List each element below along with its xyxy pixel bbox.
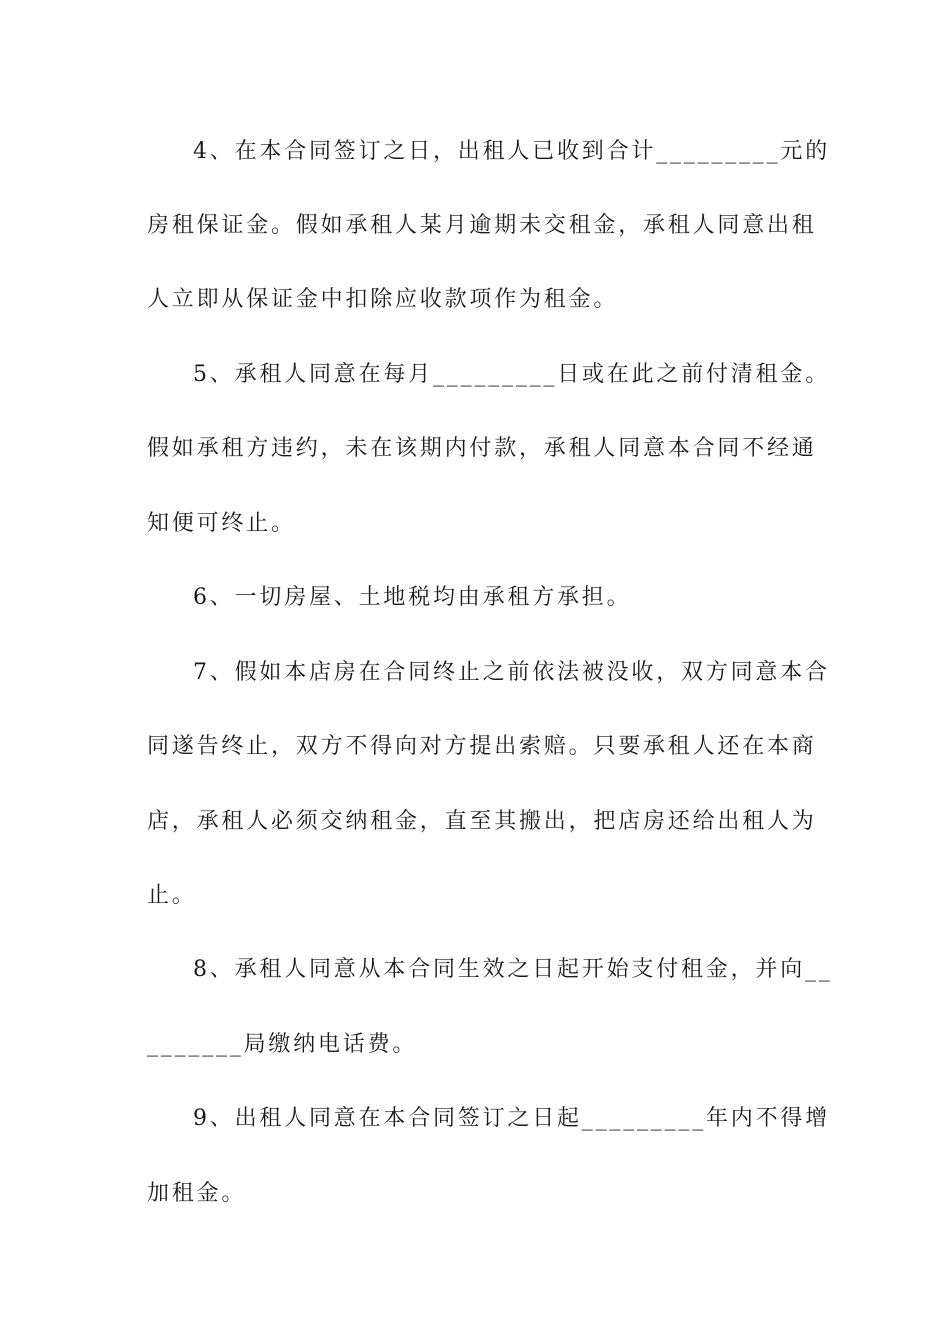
clause-7-line-3: 店，承租人必须交纳租金，直至其搬出，把店房还给出租人为 bbox=[147, 809, 817, 834]
clause-5-line-1: 5、承租人同意在每月_________日或在此之前付清租金。 bbox=[193, 362, 830, 387]
clause-9-line-2: 加租金。 bbox=[147, 1181, 247, 1206]
clause-5-line-2: 假如承租方违约，未在该期内付款，承租人同意本合同不经通 bbox=[147, 436, 817, 461]
clause-8-line-1: 8、承租人同意从本合同生效之日起开始支付租金，并向__ bbox=[193, 957, 833, 982]
clause-7-line-2: 同遂告终止，双方不得向对方提出索赔。只要承租人还在本商 bbox=[147, 734, 817, 759]
clause-4-line-1: 4、在本合同签订之日，出租人已收到合计_________元的 bbox=[193, 139, 830, 164]
clause-4-line-3: 人立即从保证金中扣除应收款项作为租金。 bbox=[147, 287, 619, 312]
clause-5-line-3: 知便可终止。 bbox=[147, 511, 296, 536]
clause-7-line-1: 7、假如本店房在合同终止之前依法被没收，双方同意本合 bbox=[193, 660, 830, 685]
clause-6-line-1: 6、一切房屋、土地税均由承租方承担。 bbox=[193, 585, 632, 610]
clause-8-line-2: _______局缴纳电话费。 bbox=[147, 1032, 418, 1057]
clause-4-line-2: 房租保证金。假如承租人某月逾期未交租金，承租人同意出租 bbox=[147, 213, 817, 238]
clause-7-line-4: 止。 bbox=[147, 883, 197, 908]
clause-9-line-1: 9、出租人同意在本合同签订之日起_________年内不得增 bbox=[193, 1106, 830, 1131]
